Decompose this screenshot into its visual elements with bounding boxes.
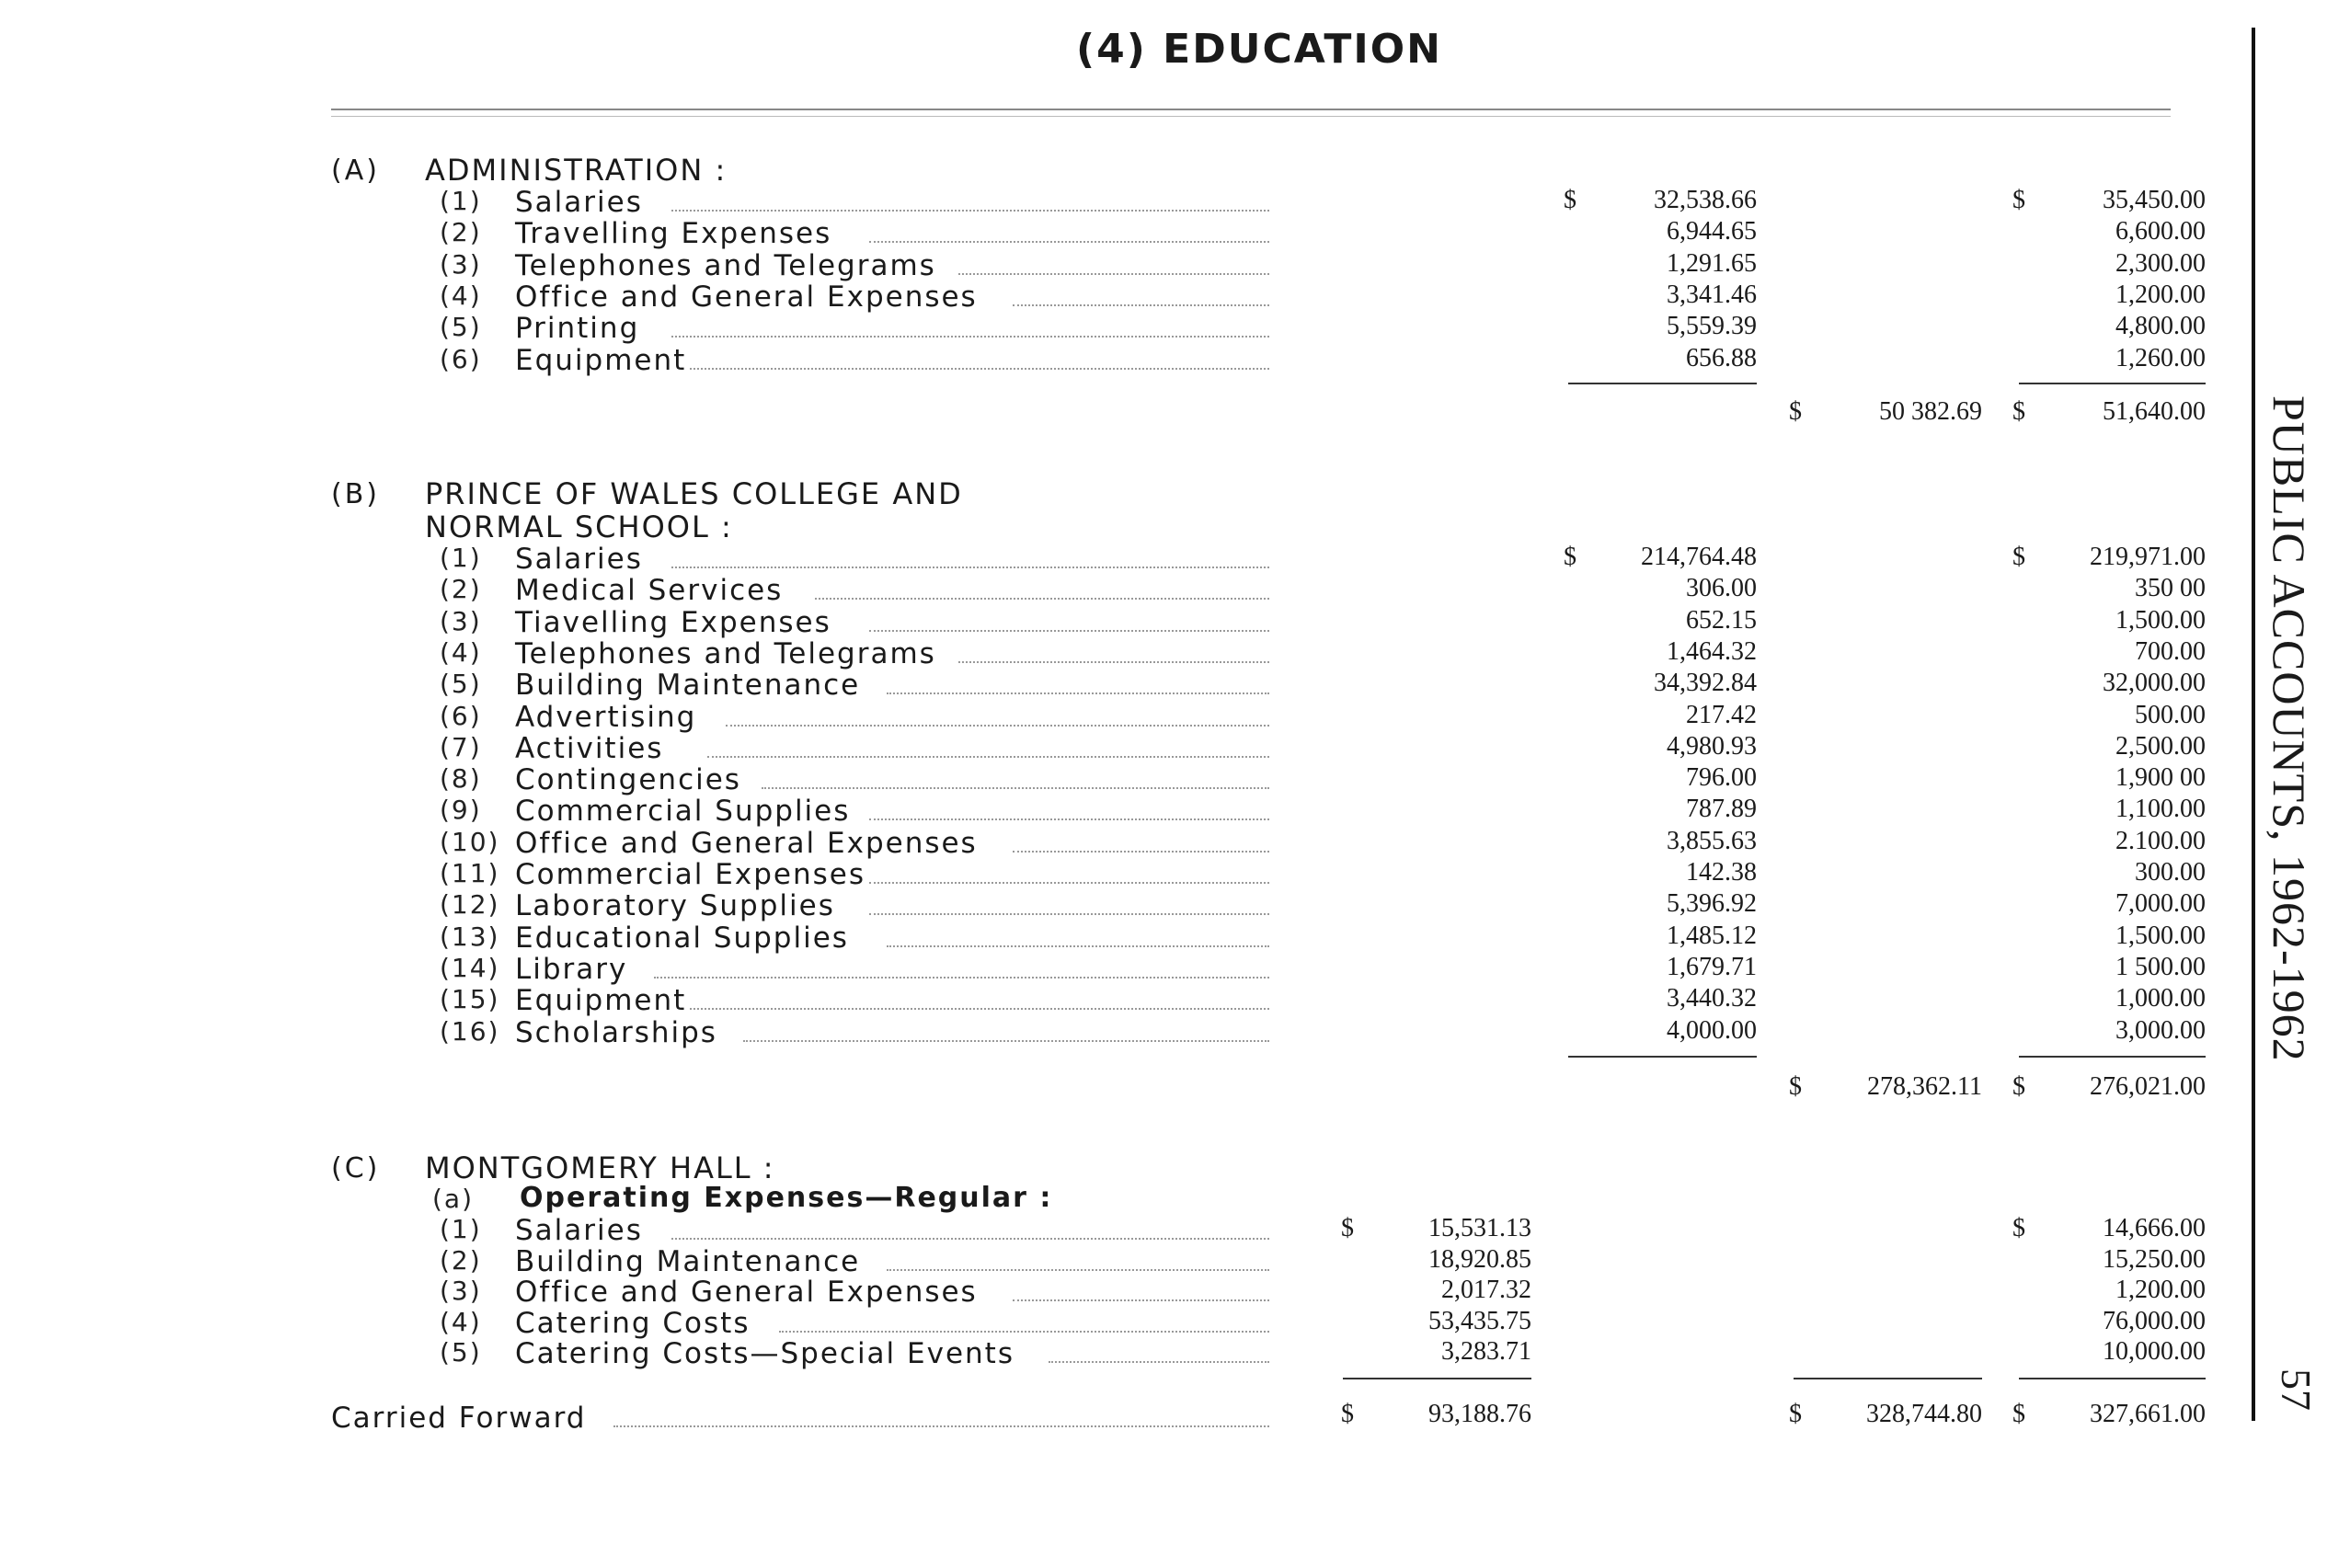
amount-actual: 787.89 bbox=[1686, 795, 1757, 824]
leader-dots bbox=[869, 913, 1270, 915]
leader-dots bbox=[887, 945, 1269, 947]
carried-forward-estimate: 327,661.00 bbox=[2090, 1400, 2206, 1428]
amount-actual: 142.38 bbox=[1686, 858, 1757, 887]
amount-detail: 3,283.71 bbox=[1441, 1337, 1531, 1366]
leader-dots bbox=[762, 787, 1270, 789]
amount-estimate: 1,500.00 bbox=[2115, 605, 2206, 635]
item-number: (5) bbox=[440, 1337, 482, 1368]
dollar-sign: $ bbox=[2012, 397, 2025, 426]
leader-dots bbox=[654, 977, 1270, 979]
amount-actual: 32,538.66 bbox=[1654, 186, 1757, 214]
item-label: Medical Services bbox=[515, 574, 784, 608]
item-number: (15) bbox=[440, 984, 500, 1015]
amount-estimate: 14,666.00 bbox=[2103, 1214, 2206, 1242]
item-number: (2) bbox=[440, 574, 482, 605]
subtotal-rule bbox=[2019, 383, 2206, 384]
amount-estimate: 500.00 bbox=[2135, 700, 2206, 729]
leader-dots bbox=[869, 630, 1270, 632]
amount-actual: 1,291.65 bbox=[1667, 248, 1757, 278]
amount-estimate: 15,250.00 bbox=[2103, 1244, 2206, 1274]
carried-forward-label: Carried Forward bbox=[331, 1402, 587, 1435]
dollar-sign: $ bbox=[1564, 186, 1576, 214]
item-label: Catering Costs bbox=[515, 1306, 751, 1340]
leader-dots bbox=[726, 725, 1270, 727]
amount-actual: 1,464.32 bbox=[1667, 636, 1757, 666]
section-total-estimate: 51,640.00 bbox=[2103, 397, 2206, 426]
item-label: Advertising bbox=[515, 700, 697, 734]
amount-estimate: 2.100.00 bbox=[2115, 826, 2206, 855]
leader-dots bbox=[1049, 1361, 1270, 1363]
amount-actual: 4,000.00 bbox=[1667, 1015, 1757, 1045]
section-total: 50 382.69 bbox=[1879, 397, 1982, 426]
amount-actual: 652.15 bbox=[1686, 605, 1757, 635]
amount-actual: 6,944.65 bbox=[1667, 217, 1757, 246]
item-label: Office and General Expenses bbox=[515, 280, 978, 314]
item-label: Activities bbox=[515, 731, 664, 765]
section-title: PRINCE OF WALES COLLEGE AND bbox=[425, 476, 963, 511]
item-number: (1) bbox=[440, 186, 482, 216]
subtotal-rule bbox=[1568, 383, 1757, 384]
item-number: (4) bbox=[440, 1306, 482, 1337]
amount-estimate: 1,500.00 bbox=[2115, 921, 2206, 950]
leader-dots bbox=[707, 756, 1269, 758]
page-number: 57 bbox=[2273, 1368, 2320, 1411]
item-label: Tiavelling Expenses bbox=[515, 605, 831, 639]
leader-dots bbox=[1013, 304, 1270, 306]
leader-dots bbox=[887, 1269, 1269, 1271]
amount-estimate: 1,200.00 bbox=[2115, 280, 2206, 309]
item-number: (6) bbox=[440, 343, 482, 374]
subtotal-rule bbox=[1794, 1378, 1982, 1379]
item-number: (3) bbox=[440, 605, 482, 636]
amount-estimate: 2,500.00 bbox=[2115, 731, 2206, 761]
item-label: Salaries bbox=[515, 543, 643, 576]
subtotal-rule bbox=[1343, 1378, 1531, 1379]
item-label: Office and General Expenses bbox=[515, 1276, 978, 1309]
amount-estimate: 1,900 00 bbox=[2115, 763, 2206, 793]
running-header: PUBLIC ACCOUNTS, 1962-1962 bbox=[2264, 395, 2315, 1062]
item-number: (1) bbox=[440, 543, 482, 573]
amount-detail: 18,920.85 bbox=[1428, 1244, 1531, 1274]
subsection-title: Operating Expenses—Regular : bbox=[520, 1182, 1053, 1214]
amount-actual: 656.88 bbox=[1686, 343, 1757, 372]
item-label: Commercial Supplies bbox=[515, 795, 851, 829]
section-letter: (C) bbox=[331, 1152, 381, 1185]
item-label: Scholarships bbox=[515, 1015, 717, 1049]
amount-detail: 2,017.32 bbox=[1441, 1276, 1531, 1304]
amount-actual: 796.00 bbox=[1686, 763, 1757, 793]
amount-estimate: 4,800.00 bbox=[2115, 312, 2206, 341]
item-number: (4) bbox=[440, 280, 482, 311]
amount-estimate: 76,000.00 bbox=[2103, 1306, 2206, 1335]
section-title: ADMINISTRATION : bbox=[425, 153, 728, 188]
item-number: (5) bbox=[440, 669, 482, 700]
item-number: (14) bbox=[440, 952, 500, 983]
subtotal-rule bbox=[2019, 1056, 2206, 1058]
leader-dots bbox=[815, 598, 1269, 600]
amount-actual: 1,679.71 bbox=[1667, 952, 1757, 981]
leader-dots bbox=[887, 692, 1269, 694]
amount-actual: 306.00 bbox=[1686, 574, 1757, 603]
dollar-sign: $ bbox=[1789, 1400, 1802, 1428]
item-label: Catering Costs—Special Events bbox=[515, 1337, 1015, 1370]
amount-estimate: 1,260.00 bbox=[2115, 343, 2206, 372]
carried-forward-total: 328,744.80 bbox=[1866, 1400, 1982, 1428]
item-number: (1) bbox=[440, 1214, 482, 1244]
section-total: 278,362.11 bbox=[1867, 1072, 1982, 1101]
amount-actual: 4,980.93 bbox=[1667, 731, 1757, 761]
item-number: (13) bbox=[440, 921, 500, 952]
item-label: Equipment bbox=[515, 343, 687, 377]
item-number: (16) bbox=[440, 1015, 500, 1047]
item-number: (10) bbox=[440, 826, 500, 857]
amount-actual: 34,392.84 bbox=[1654, 669, 1757, 698]
item-number: (8) bbox=[440, 763, 482, 795]
subsection-letter: (a) bbox=[432, 1184, 475, 1214]
amount-estimate: 3,000.00 bbox=[2115, 1015, 2206, 1045]
amount-detail: 53,435.75 bbox=[1428, 1306, 1531, 1335]
section-title: MONTGOMERY HALL : bbox=[425, 1150, 775, 1185]
amount-estimate: 300.00 bbox=[2135, 858, 2206, 887]
page-title: (4) EDUCATION bbox=[1076, 26, 1443, 73]
item-number: (7) bbox=[440, 731, 482, 762]
carried-forward-detail: 93,188.76 bbox=[1428, 1400, 1531, 1428]
item-label: Telephones and Telegrams bbox=[515, 248, 936, 282]
dollar-sign: $ bbox=[2012, 543, 2025, 571]
item-label: Educational Supplies bbox=[515, 921, 849, 955]
item-number: (3) bbox=[440, 1276, 482, 1306]
amount-actual: 1,485.12 bbox=[1667, 921, 1757, 950]
item-label: Contingencies bbox=[515, 763, 741, 797]
item-label: Equipment bbox=[515, 984, 687, 1018]
leader-dots bbox=[1013, 851, 1270, 853]
amount-estimate: 1,200.00 bbox=[2115, 1276, 2206, 1304]
leader-dots bbox=[671, 210, 1269, 212]
section-letter: (B) bbox=[331, 478, 380, 510]
amount-actual: 5,396.92 bbox=[1667, 889, 1757, 919]
dollar-sign: $ bbox=[1341, 1214, 1354, 1242]
item-label: Office and General Expenses bbox=[515, 826, 978, 860]
amount-estimate: 10,000.00 bbox=[2103, 1337, 2206, 1366]
leader-dots bbox=[958, 661, 1269, 663]
dollar-sign: $ bbox=[1341, 1400, 1354, 1428]
item-label: Printing bbox=[515, 312, 640, 346]
item-number: (2) bbox=[440, 1244, 482, 1276]
leader-dots bbox=[743, 1040, 1269, 1042]
amount-estimate: 6,600.00 bbox=[2115, 217, 2206, 246]
leader-dots bbox=[613, 1425, 1270, 1427]
header-rule-secondary bbox=[331, 116, 2171, 117]
amount-estimate: 2,300.00 bbox=[2115, 248, 2206, 278]
item-label: Telephones and Telegrams bbox=[515, 636, 936, 670]
item-label: Laboratory Supplies bbox=[515, 889, 835, 923]
amount-estimate: 1,100.00 bbox=[2115, 795, 2206, 824]
leader-dots bbox=[671, 336, 1269, 338]
amount-estimate: 7,000.00 bbox=[2115, 889, 2206, 919]
amount-actual: 3,855.63 bbox=[1667, 826, 1757, 855]
leader-dots bbox=[671, 567, 1269, 568]
subtotal-rule bbox=[2019, 1378, 2206, 1379]
amount-actual: 3,341.46 bbox=[1667, 280, 1757, 309]
leader-dots bbox=[869, 241, 1270, 243]
amount-estimate: 32,000.00 bbox=[2103, 669, 2206, 698]
leader-dots bbox=[779, 1331, 1269, 1333]
item-label: Travelling Expenses bbox=[515, 217, 832, 251]
dollar-sign: $ bbox=[2012, 1400, 2025, 1428]
amount-estimate: 1,000.00 bbox=[2115, 984, 2206, 1013]
item-label: Building Maintenance bbox=[515, 669, 861, 703]
dollar-sign: $ bbox=[2012, 1214, 2025, 1242]
section-total-estimate: 276,021.00 bbox=[2090, 1072, 2206, 1101]
section-title: NORMAL SCHOOL : bbox=[425, 509, 733, 544]
leader-dots bbox=[671, 1238, 1269, 1240]
dollar-sign: $ bbox=[2012, 1072, 2025, 1101]
item-number: (6) bbox=[440, 700, 482, 731]
item-number: (9) bbox=[440, 795, 482, 826]
subtotal-rule bbox=[1568, 1056, 1757, 1058]
dollar-sign: $ bbox=[2012, 186, 2025, 214]
item-number: (12) bbox=[440, 889, 500, 921]
margin-rule bbox=[2252, 28, 2255, 1421]
leader-dots bbox=[869, 818, 1270, 820]
dollar-sign: $ bbox=[1564, 543, 1576, 571]
item-label: Salaries bbox=[515, 186, 643, 219]
amount-estimate: 1 500.00 bbox=[2115, 952, 2206, 981]
leader-dots bbox=[690, 368, 1270, 370]
leader-dots bbox=[690, 1008, 1270, 1010]
amount-estimate: 219,971.00 bbox=[2090, 543, 2206, 571]
item-label: Commercial Expenses bbox=[515, 858, 865, 891]
item-label: Building Maintenance bbox=[515, 1244, 861, 1278]
amount-estimate: 35,450.00 bbox=[2103, 186, 2206, 214]
amount-actual: 3,440.32 bbox=[1667, 984, 1757, 1013]
item-label: Salaries bbox=[515, 1214, 643, 1247]
leader-dots bbox=[1013, 1299, 1270, 1301]
leader-dots bbox=[958, 273, 1269, 275]
amount-estimate: 700.00 bbox=[2135, 636, 2206, 666]
amount-actual: 217.42 bbox=[1686, 700, 1757, 729]
header-rule bbox=[331, 109, 2171, 110]
item-number: (11) bbox=[440, 858, 500, 888]
amount-detail: 15,531.13 bbox=[1428, 1214, 1531, 1242]
dollar-sign: $ bbox=[1789, 1072, 1802, 1101]
amount-actual: 214,764.48 bbox=[1641, 543, 1757, 571]
leader-dots bbox=[869, 882, 1270, 884]
item-label: Library bbox=[515, 952, 628, 986]
section-letter: (A) bbox=[331, 155, 380, 187]
amount-estimate: 350 00 bbox=[2135, 574, 2206, 603]
item-number: (5) bbox=[440, 312, 482, 343]
item-number: (2) bbox=[440, 217, 482, 248]
item-number: (4) bbox=[440, 636, 482, 668]
dollar-sign: $ bbox=[1789, 397, 1802, 426]
item-number: (3) bbox=[440, 248, 482, 280]
amount-actual: 5,559.39 bbox=[1667, 312, 1757, 341]
